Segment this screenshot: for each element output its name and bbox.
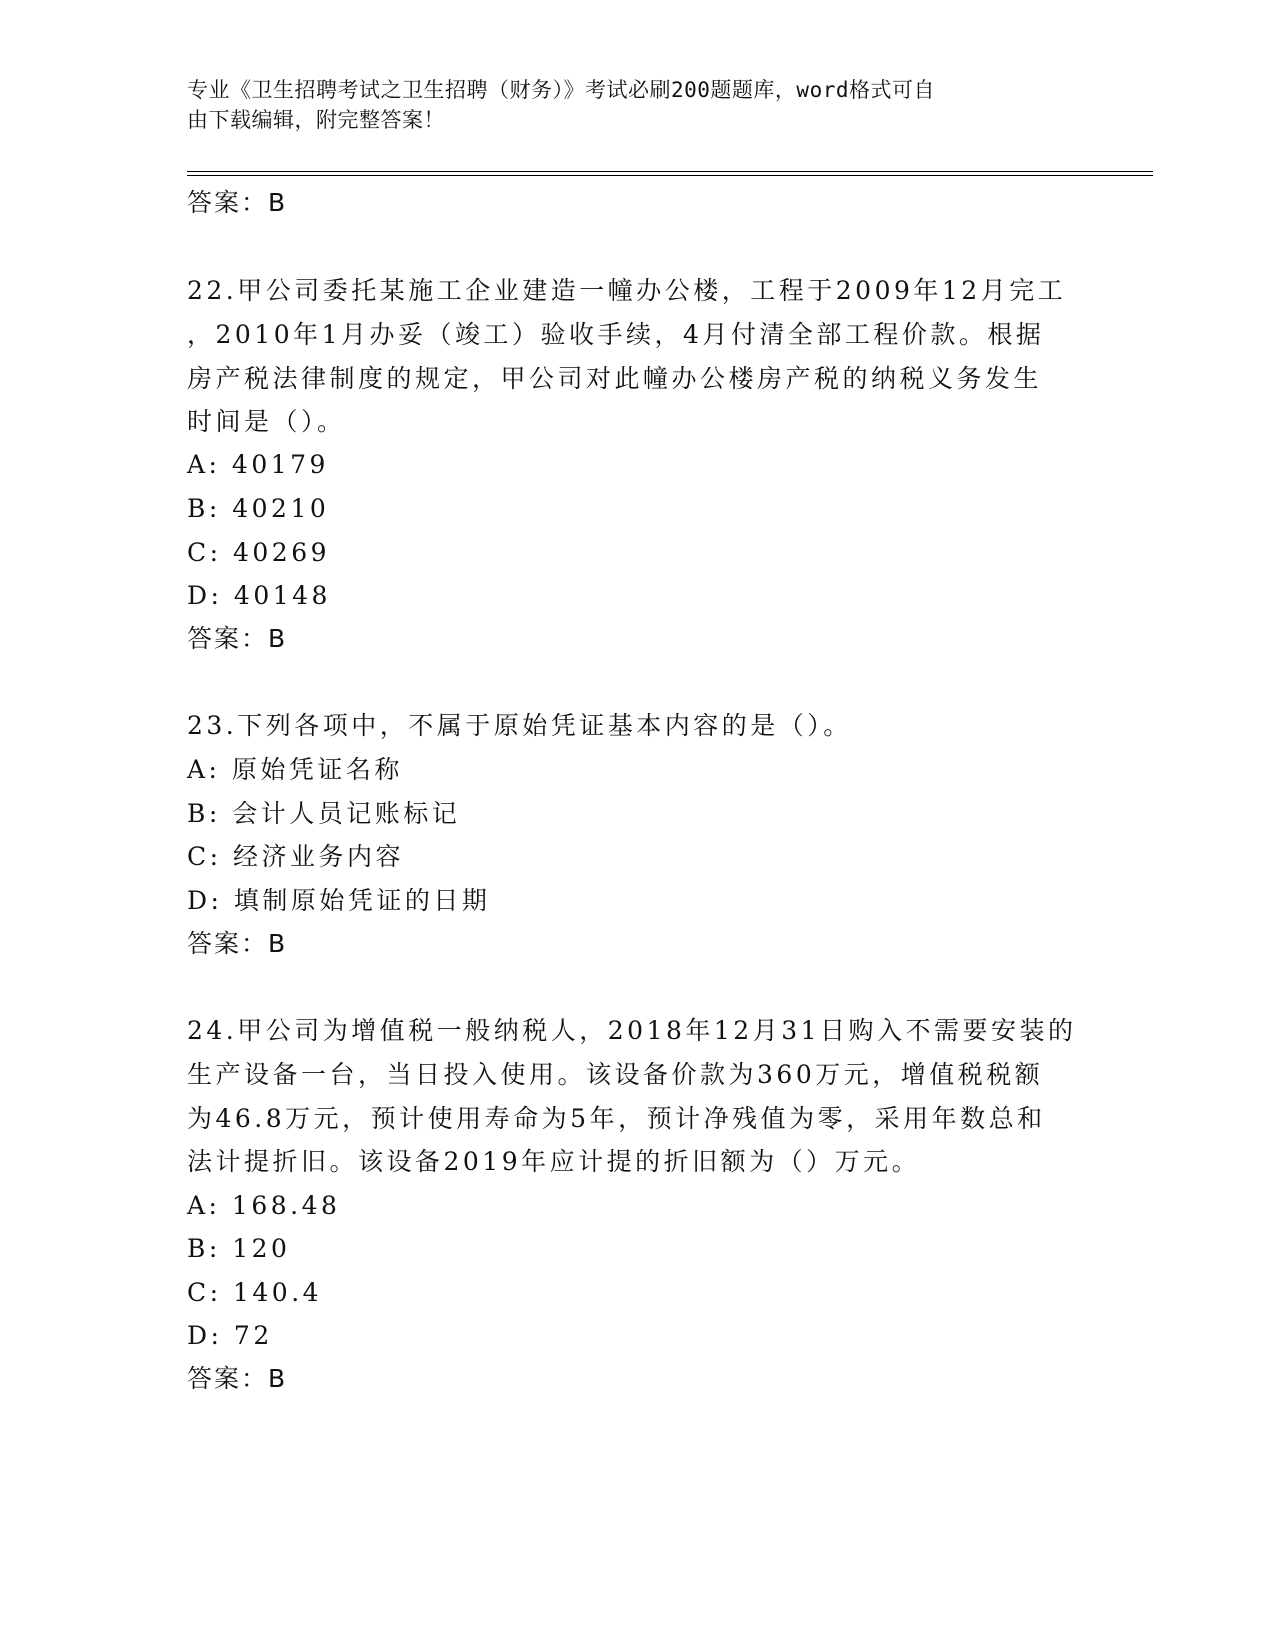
question-23-option-b: B: 会计人员记账标记 [187, 799, 461, 828]
question-24-line-1: 24.甲公司为增值税一般纳税人，2018年12月31日购入不需要安装的 [187, 1016, 1077, 1045]
question-24-answer: 答案：B [187, 1364, 288, 1393]
header-rule-bottom [187, 175, 1153, 176]
previous-answer: 答案：B [187, 188, 288, 217]
question-22-line-2: ，2010年1月办妥（竣工）验收手续，4月付清全部工程价款。根据 [187, 320, 1045, 349]
question-22-option-c: C: 40269 [187, 538, 331, 567]
question-22-line-3: 房产税法律制度的规定，甲公司对此幢办公楼房产税的纳税义务发生 [187, 364, 1043, 393]
header-rule-top [187, 171, 1153, 172]
question-22-option-a: A: 40179 [187, 450, 329, 479]
question-22-option-b: B: 40210 [187, 494, 330, 523]
header-line-2: 由下载编辑，附完整答案！ [187, 108, 445, 132]
question-22-line-1: 22.甲公司委托某施工企业建造一幢办公楼，工程于2009年12月完工 [187, 276, 1067, 305]
question-24-option-b: B: 120 [187, 1234, 291, 1263]
question-23-option-c: C: 经济业务内容 [187, 842, 404, 871]
question-23-line-1: 23.下列各项中，不属于原始凭证基本内容的是（）。 [187, 711, 852, 740]
question-24-option-a: A: 168.48 [187, 1191, 341, 1220]
question-24-line-4: 法计提折旧。该设备2019年应计提的折旧额为（）万元。 [187, 1147, 921, 1176]
question-23-answer: 答案：B [187, 929, 288, 958]
question-22-answer: 答案：B [187, 624, 288, 653]
question-23-option-a: A: 原始凭证名称 [187, 755, 403, 784]
question-24-line-2: 生产设备一台，当日投入使用。该设备价款为360万元，增值税税额 [187, 1060, 1044, 1089]
question-22-option-d: D: 40148 [187, 581, 331, 610]
question-24-option-d: D: 72 [187, 1321, 273, 1350]
question-24-option-c: C: 140.4 [187, 1278, 323, 1307]
question-23-option-d: D: 填制原始凭证的日期 [187, 886, 491, 915]
header-line-1: 专业《卫生招聘考试之卫生招聘（财务）》考试必刷200题题库，word格式可自 [187, 78, 935, 102]
question-22-line-4: 时间是（）。 [187, 407, 346, 436]
question-24-line-3: 为46.8万元，预计使用寿命为5年，预计净残值为零，采用年数总和 [187, 1104, 1046, 1133]
